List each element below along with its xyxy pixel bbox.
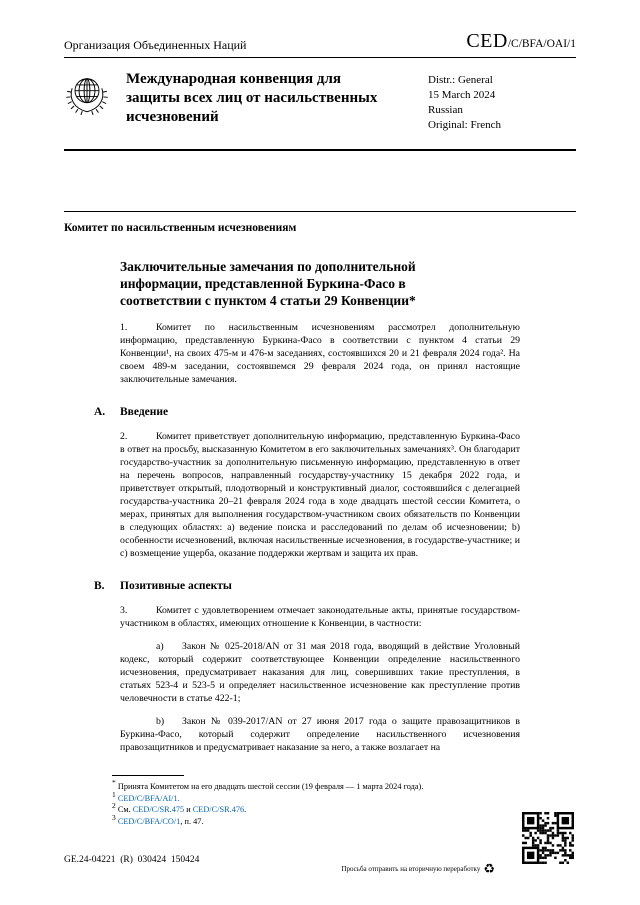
recycle-text: Просьба отправить на вторичную переработку [341,864,481,873]
convention-title: Международная конвенция для защиты всех лиц от насильственных исчезновений [126,71,378,125]
masthead [64,70,576,133]
document-body [64,258,576,754]
doc-symbol-main: CED [466,30,508,52]
original-line: Original: French [428,119,502,131]
paragraph-3a [120,640,520,705]
section-b-heading [94,580,520,592]
masthead-rule [64,149,576,151]
footnote-star-text: Принята Комитетом на его двадцать шестой сессии (19 февраля — 1 марта 2024 года). [117,782,424,791]
paragraph-3 [120,604,520,630]
footnotes [112,775,520,827]
doc-symbol [466,30,576,53]
committee-heading: Комитет по насильственным исчезновениям [64,222,297,234]
footnote-2-mark: 2 [112,801,116,811]
un-emblem-icon [64,72,110,118]
footnote-3 [112,812,520,828]
date-line: 15 March 2024 [428,89,496,101]
paragraph-3b [120,715,520,754]
section-a-heading [94,406,520,418]
footnote-3-link[interactable]: CED/C/BFA/CO/1 [117,816,181,826]
paragraph-1 [120,321,520,386]
section-a-title: Введение [120,406,169,418]
footnote-star [112,778,520,793]
footnote-rule [112,775,184,776]
ge-number: GE.24-04221 (R) 030424 150424 [64,855,200,865]
footnote-1-link[interactable]: CED/C/BFA/AI/1. [117,793,180,803]
header-bar [64,30,576,58]
section-b-title: Позитивные аспекты [120,580,232,592]
paragraph-2-number: 2. [120,431,128,442]
qr-code [522,812,574,864]
paragraph-3a-label: a) [156,641,164,652]
paragraph-3b-text: Закон № 039-2017/AN от 27 июня 2017 года о защите правозащитников в Буркина-Фасо, который содержит определение насильственного исчезновения правозащитников и предусматривает наказание за него, а также возлагает на [120,716,520,753]
footnote-star-mark: * [112,778,116,788]
paragraph-3-text: Комитет с удовлетворением отмечает законодательные акты, принятые государством-участником в областях, имеющих отношение к Конвенции, в частности: [120,605,520,629]
section-a-letter: A. [94,406,106,418]
paragraph-3-number: 3. [120,605,128,616]
distr-line: Distr.: General [428,74,493,86]
footnote-1-mark: 1 [112,789,116,799]
paragraph-1-text: Комитет по насильственным исчезновениям рассмотрел дополнительную информацию, представленную Буркина-Фасо в соответствии с пунктом 4 статьи 29 Конвенции¹, на своих 475-м и 476-м заседаниях, состоявшихся 20 и 21 февраля 2024 года². На своем 489-м заседании, состоявшемся 29 февраля 2024 года, он принял настоящие заключительные замечания. [120,322,520,385]
footnote-2-suffix: . [244,805,247,814]
footnote-2-mid: и [184,805,193,814]
footnote-2-link-2[interactable]: CED/C/SR.476 [192,805,245,814]
recycle-icon: ♻ [483,861,495,876]
footnote-3-mark: 3 [112,812,116,822]
footnote-2 [112,801,520,816]
footnote-2-prefix: См. [117,805,133,814]
language-line: Russian [428,104,463,116]
footnote-3-suffix: , п. 47. [180,816,204,826]
doc-symbol-rest: /C/BFA/OAI/1 [507,38,576,50]
publication-info [428,70,576,133]
paragraph-1-number: 1. [120,322,128,333]
section-b-letter: B. [94,580,105,592]
recycle-note [341,862,495,875]
paragraph-3b-label: b) [156,716,165,727]
paragraph-2 [120,430,520,560]
section-rule [64,211,576,212]
footnote-2-link-1[interactable]: CED/C/SR.475 [132,805,185,814]
footnote-1 [112,789,520,805]
paragraph-3a-text: Закон № 025-2018/AN от 31 мая 2018 года, вводящий в действие Уголовный кодекс, который содержит соответствующее Конвенции определение насильственного исчезновения, предусматривает наказания для лиц, совершивших такие преступления, в статьях 523-4 и 523-5 и определяет насильственное исчезновение как преступление против человечности в статье 422-1; [120,641,520,704]
document-title: Заключительные замечания по дополнительной информации, представленной Буркина-Фасо в соответствии с пунктом 4 статьи 29 Конвенции* [120,259,416,308]
paragraph-2-text: Комитет приветствует дополнительную информацию, представленную Буркина-Фасо в ответ на просьбу, высказанную Комитетом в его заключительных замечаниях³. Он благодарит государство-участник за дополнительную письменную информацию, представленную в ответ на перечень вопросов, направленный государству-участнику 15 декабря 2022 года, и приветствует открытый, плодотворный и конструктивный диалог, состоявшийся с делегацией государства-участника 20–21 февраля 2024 года в ходе двадцать шестой сессии Комитета, о мерах, принятых для выполнения государством-участником своих обязательств по Конвенции в следующих областях: a) ведение поиска и расследований по делам об исчезновении; b) особенности исчезновений, включая насильственные исчезновения, в государстве-участнике; и c) возмещение ущерба, оказание поддержки жертвам и защита их прав. [120,431,520,559]
org-name: Организация Объединенных Наций [64,38,247,52]
